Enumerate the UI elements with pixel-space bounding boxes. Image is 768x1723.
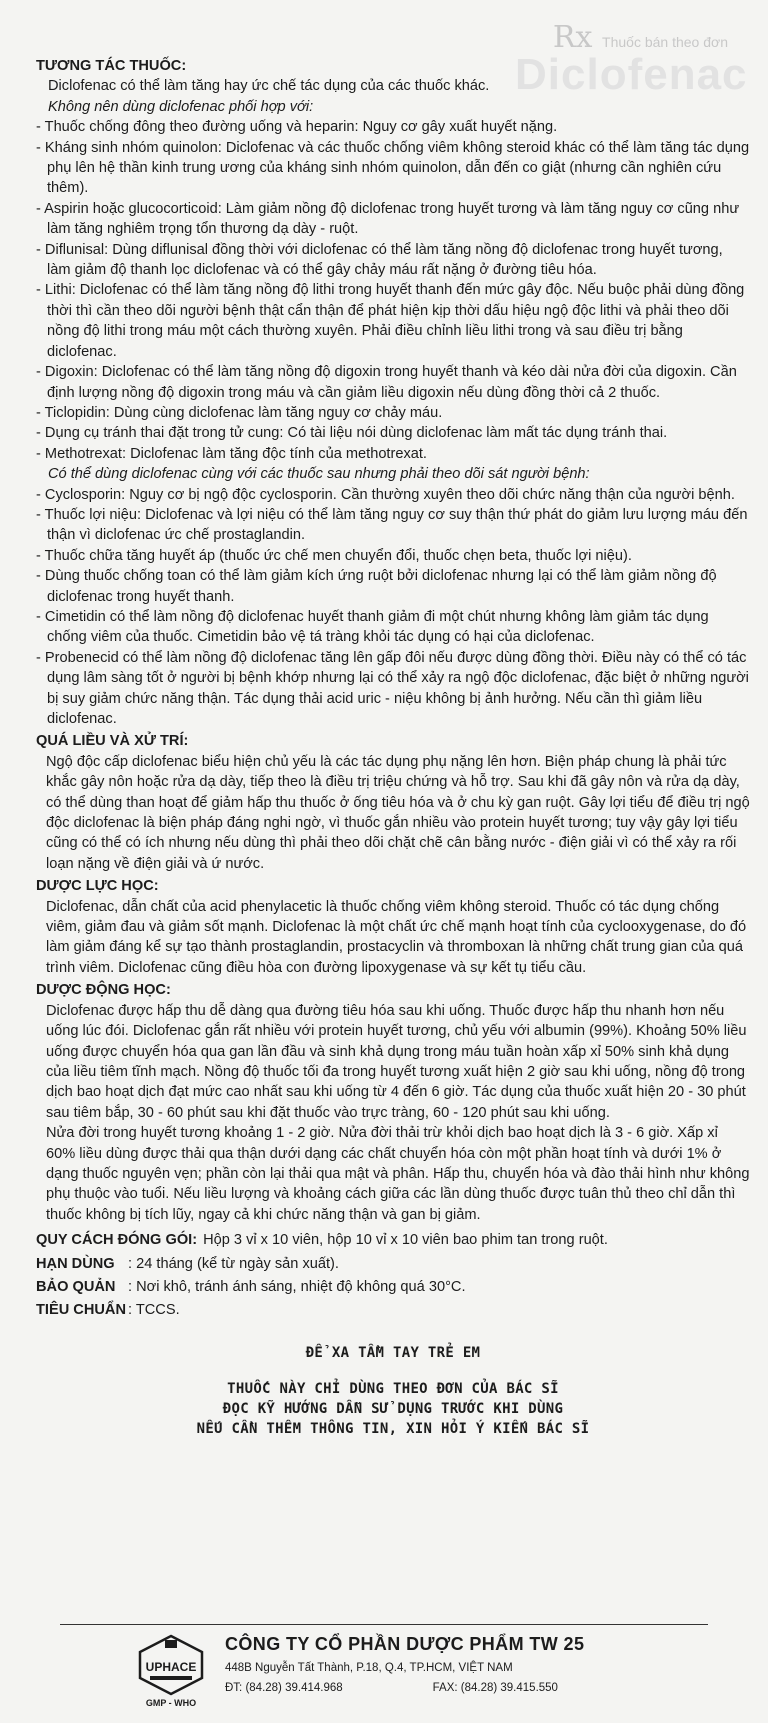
overdose-text: Ngộ độc cấp diclofenac biểu hiện chủ yếu là các tác dụng phụ nặng lên hơn. Biện pháp chung là phải tức khắc gây nôn hoặc rửa dạ dày, tiếp theo là điều trị triệu chứng và hỗ trợ. Sau khi đã gây nôn và rửa dạ dày, có thể dùng than hoạt để giảm hấp thu thuốc ở ống tiêu hóa và ở chu kỳ gan ruột. Gây lợi tiểu để điều trị ngộ độc diclofenac là biện pháp đáng nghi ngờ, vì thuốc gắn nhiều vào protein huyết tương; tuy vậy gây lợi tiểu cũng có thể có ích nhưng nếu dùng thì phải theo dõi chặt chẽ cân bằng nước - điện giải vì có thể xảy ra rối loạn nặng về điện giải và ứ nước. [46,753,750,872]
packaging-label: QUY CÁCH ĐÓNG GÓI: [36,1232,198,1249]
list-item: - Cyclosporin: Nguy cơ bị ngộ độc cyclosporin. Cần thường xuyên theo dõi chức năng thận của người bệnh. [36,485,750,505]
pharmacokinetics-title: DƯỢC ĐỘNG HỌC: [36,982,171,999]
pharmacodynamics-text: Diclofenac, dẫn chất của acid phenylacetic là thuốc chống viêm không steroid. Thuốc có tác dụng chống viêm, giảm đau và giảm sốt mạnh. Diclofenac là một chất ức chế mạnh hoạt tính của cyclooxygenase, do đó làm giảm đáng kể sự tạo thành prostaglandin, prostacyclin và thromboxan là những chất trung gian của quá trình viêm. Diclofenac cũng điều hòa con đường lipoxygenase và sự kết tụ tiểu cầu. [46,898,747,976]
gmp-who-caption: GMP - WHO [145,1698,197,1708]
uphace-logo-icon [136,1634,206,1696]
company-address: 448B Nguyễn Tất Thành, P.18, Q.4, TP.HCM, VIỆT NAM [225,1662,513,1674]
standard-value: : TCCS. [128,1302,180,1319]
pharmacokinetics-text-2: Nửa đời trong huyết tương khoảng 1 - 2 giờ. Nửa đời thải trừ khỏi dịch bao hoạt dịch là 3 - 6 giờ. Xấp xỉ 60% liều dùng được thải qua thận dưới dạng các chất chuyển hóa còn một phần hoạt tính và dưới 1% ở dạng thuốc nguyên vẹn; phần còn lại thải qua mật và phân. Hấp thu, chuyển hóa và đào thải hình như không phụ thuộc vào tuổi. Nếu liều lượng và khoảng cách giữa các lần dùng thuốc được tuân thủ theo chỉ dẫn thì thuốc không bị tích lũy, ngay cả khi chức năng thận và gan bị giảm. [46,1125,750,1223]
interactions-title: TƯƠNG TÁC THUỐC: [36,58,187,74]
list-item: - Dụng cụ tránh thai đặt trong tử cung: Có tài liệu nói dùng diclofenac làm mất tác dụng tránh thai. [36,423,750,443]
company-footer [100,1634,720,1714]
list-item: - Kháng sinh nhóm quinolon: Diclofenac và các thuốc chống viêm không steroid khác có thể làm tăng tác dụng phụ lên hệ thần kinh trung ương của kháng sinh nhóm quinolon, dẫn đến co giật (nhưng cần nghiên cứu thêm). [36,138,750,199]
storage-label: BẢO QUẢN [36,1278,116,1295]
caution-heading: Có thể dùng diclofenac cùng với các thuốc sau nhưng phải theo dõi sát người bệnh: [48,466,590,483]
prescription-warning: THUỐC NÀY CHỈ DÙNG THEO ĐƠN CỦA BÁC SĨ [227,1380,559,1397]
overdose-title: QUÁ LIỀU VÀ XỬ TRÍ: [36,733,189,750]
pharmacodynamics-title: DƯỢC LỰC HỌC: [36,878,159,895]
company-fax: FAX: (84.28) 39.415.550 [432,1682,558,1694]
list-item: - Ticlopidin: Dùng cùng diclofenac làm tăng nguy cơ chảy máu. [36,403,750,423]
list-item: - Thuốc lợi niệu: Diclofenac và lợi niệu có thể làm tăng nguy cơ suy thận thứ phát do giảm lưu lượng máu đến thận vì diclofenac ức chế prostaglandin. [36,505,750,546]
storage-value: : Nơi khô, tránh ánh sáng, nhiệt độ không quá 30°C. [128,1278,466,1295]
interactions-intro: Diclofenac có thể làm tăng hay ức chế tác dụng của các thuốc khác. [48,78,490,95]
shelf-life-value: : 24 tháng (kể từ ngày sản xuất). [128,1255,339,1272]
rx-icon: Rx [552,20,593,55]
list-item: - Digoxin: Diclofenac có thể làm tăng nồng độ digoxin trong huyết thanh và kéo dài nửa đời của digoxin. Cần định lượng nồng độ digoxin trong máu và cần giảm liều digoxin nếu dùng đồng thời cả 2 thuốc. [36,362,750,403]
list-item: - Methotrexat: Diclofenac làm tăng độc tính của methotrexat. [36,444,750,464]
list-item: - Dùng thuốc chống toan có thể làm giảm kích ứng ruột bởi diclofenac nhưng lại có thể làm giảm nồng độ diclofenac trong huyết thanh. [36,566,750,607]
logo-text: UPHACE [145,1660,197,1674]
company-name: CÔNG TY CỔ PHẦN DƯỢC PHẨM TW 25 [225,1634,585,1654]
leaflet-content [36,56,750,1439]
standard-row [36,1300,750,1320]
keep-away-warning: ĐỂ XA TẦM TAY TRẺ EM [305,1344,481,1361]
company-phone: ĐT: (84.28) 39.414.968 [225,1682,343,1694]
list-item: - Aspirin hoặc glucocorticoid: Làm giảm nồng độ diclofenac trong huyết tương và làm tăng nguy cơ cũng như làm tăng nghiêm trọng tổn thương dạ dày - ruột. [36,199,750,240]
list-item: - Diflunisal: Dùng diflunisal đồng thời với diclofenac có thể làm tăng nồng độ diclofenac trong huyết tương, làm giảm độ thanh lọc diclofenac và có thể gây chảy máu rất nặng ở đường tiêu hóa. [36,240,750,281]
rx-label: Thuốc bán theo đơn [602,34,728,50]
packaging-value: Hộp 3 vỉ x 10 viên, hộp 10 vỉ x 10 viên bao phim tan trong ruột. [203,1232,608,1249]
read-instructions-warning: ĐỌC KỸ HƯỚNG DẪN SỬ DỤNG TRƯỚC KHI DÙNG [222,1400,564,1417]
list-item: - Thuốc chống đông theo đường uống và heparin: Nguy cơ gây xuất huyết nặng. [36,117,750,137]
ask-doctor-warning: NẾU CẦN THÊM THÔNG TIN, XIN HỎI Ý KIẾN BÁC SĨ [196,1420,590,1437]
storage-row [36,1277,750,1297]
shelf-life-label: HẠN DÙNG [36,1255,115,1272]
list-item: - Cimetidin có thể làm nồng độ diclofenac huyết thanh giảm đi một chút nhưng không làm giảm tác dụng chống viêm của thuốc. Cimetidin bảo vệ tá tràng khỏi tác dụng có hại của diclofenac. [36,607,750,648]
shelf-life-row [36,1254,750,1274]
avoid-heading: Không nên dùng diclofenac phối hợp với: [48,98,314,115]
company-logo [136,1634,206,1716]
footer-divider [60,1624,708,1625]
packaging-row [36,1230,750,1250]
warning-block [36,1343,750,1439]
list-item: - Thuốc chữa tăng huyết áp (thuốc ức chế men chuyển đổi, thuốc chẹn beta, thuốc lợi niệu). [36,546,750,566]
list-item: - Lithi: Diclofenac có thể làm tăng nồng độ lithi trong huyết thanh đến mức gây độc. Nếu buộc phải dùng đồng thời thì cần theo dõi người bệnh thật cẩn thận để phát hiện kịp thời dấu hiệu ngộ độc lithi và phải theo dõi nồng độ lithi trong máu một cách thường xuyên. Phải điều chỉnh liều lithi trong và sau điều trị bằng diclofenac. [36,280,750,362]
list-item: - Probenecid có thể làm nồng độ diclofenac tăng lên gấp đôi nếu được dùng đồng thời. Điều này có thể có tác dụng lâm sàng tốt ở người bị bệnh khớp nhưng lại có thể xảy ra ngộ độc diclofenac, đặc biệt ở những người bị suy giảm chức năng thận. Tác dụng thải acid uric - niệu không bị ảnh hưởng. Nếu cần thì giảm liều diclofenac. [36,648,750,730]
company-contact [225,1682,558,1694]
pharmacokinetics-text-1: Diclofenac được hấp thu dễ dàng qua đường tiêu hóa sau khi uống. Thuốc được hấp thu nhanh hơn nếu uống lúc đói. Diclofenac gắn rất nhiều với protein huyết tương, chủ yếu với albumin (99%). Khoảng 50% liều uống được chuyển hóa qua gan lần đầu và sinh khả dụng trong máu tuần hoàn xấp xỉ 50% sinh khả dụng của liều tiêm tĩnh mạch. Nồng độ thuốc tối đa trong huyết tương xuất hiện 2 giờ sau khi uống, nồng độ trong dịch bao hoạt dịch đạt mức cao nhất sau khi uống từ 4 đến 6 giờ. Tác dụng của thuốc xuất hiện 20 - 30 phút sau tiêm bắp, 30 - 60 phút sau khi đặt thuốc vào trực tràng, 60 - 120 phút sau khi uống. [46,1002,747,1121]
product-name-ghost: Diclofenac [515,50,748,99]
standard-label: TIÊU CHUẨN [36,1302,126,1319]
